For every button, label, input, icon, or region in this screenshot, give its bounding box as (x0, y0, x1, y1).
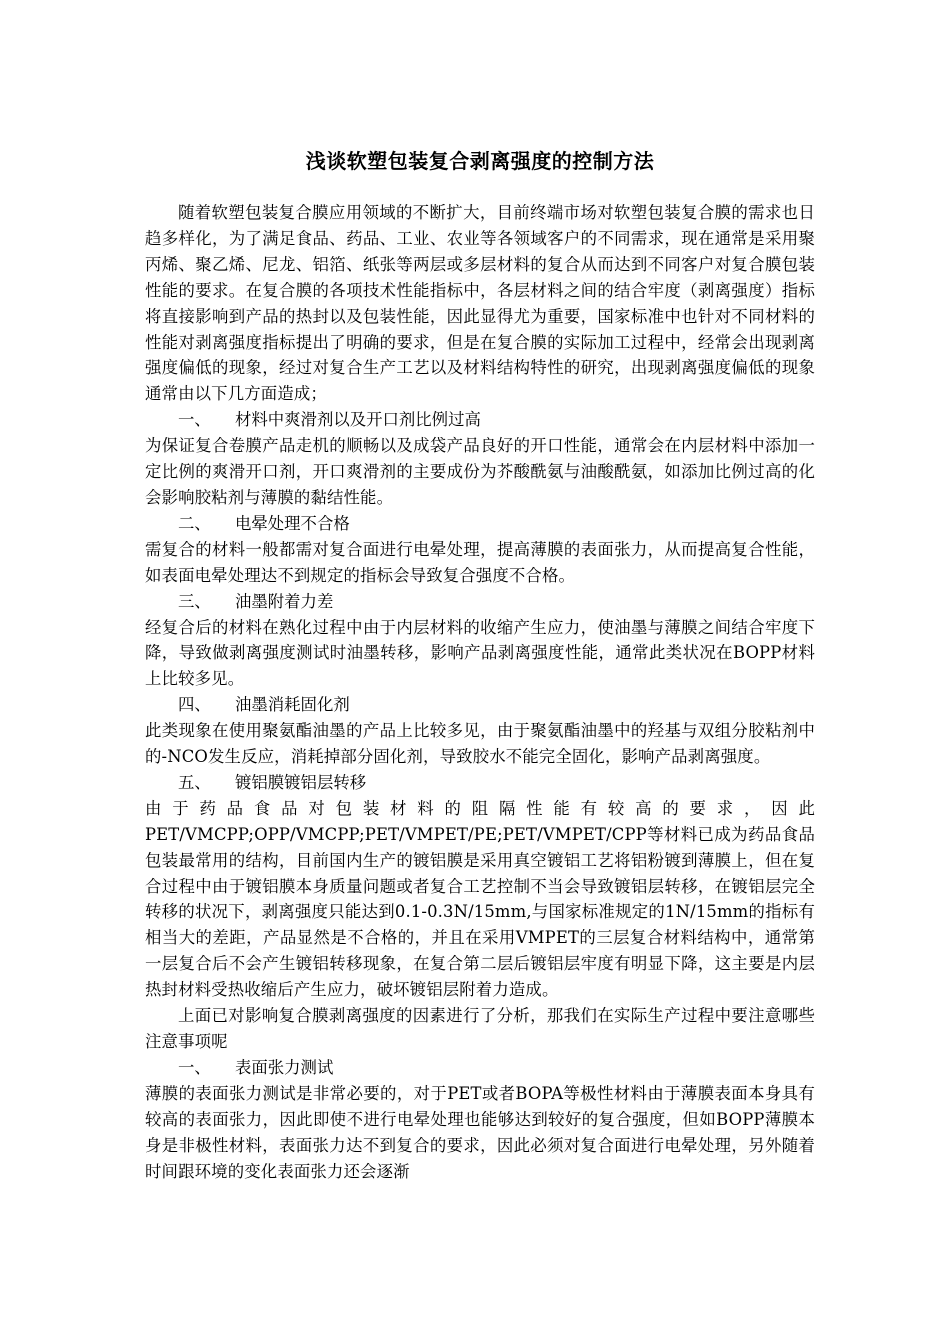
cause-heading-text: 油墨附着力差 (235, 591, 334, 611)
cause-paragraph: 为保证复合卷膜产品走机的顺畅以及成袋产品良好的开口性能，通常会在内层材料中添加一定比例的爽滑开口剂，开口爽滑剂的主要成份为芥酸酰氨与油酸酰氨，如添加比例过高的化会影响胶粘剂与薄膜的黏结性能。 (145, 436, 815, 507)
intro-paragraph: 随着软塑包装复合膜应用领域的不断扩大，目前终端市场对软塑包装复合膜的需求也日趋多样化，为了满足食品、药品、工业、农业等各领域客户的不同需求，现在通常是采用聚丙烯、聚乙烯、尼龙、铝箔、纸张等两层或多层材料的复合从而达到不同客户对复合膜包装性能的要求。在复合膜的各项技术性能指标中，各层材料之间的结合牢度（剥离强度）指标将直接影响到产品的热封以及包装性能，因此显得尤为重要，国家标准中也针对不同材料的性能对剥离强度指标提出了明确的要求，但是在复合膜的实际加工过程中，经常会出现剥离强度偏低的现象，经过对复合生产工艺以及材料结构特性的研究，出现剥离强度偏低的现象通常由以下几方面造成； (145, 203, 815, 404)
measure-number: 一、 (178, 1057, 211, 1077)
cause-heading (145, 692, 815, 718)
cause-number: 五、 (178, 772, 211, 792)
cause-paragraph: 此类现象在使用聚氨酯油墨的产品上比较多见，由于聚氨酯油墨中的羟基与双组分胶粘剂中的-NCO发生反应，消耗掉部分固化剂，导致胶水不能完全固化，影响产品剥离强度。 (145, 721, 815, 767)
cause-heading (145, 511, 815, 537)
measure-paragraph: 薄膜的表面张力测试是非常必要的，对于PET或者BOPA等极性材料由于薄膜表面本身具有较高的表面张力，因此即使不进行电晕处理也能够达到较好的复合强度，但如BOPP薄膜本身是非极性材料，表面张力达不到复合的要求，因此必须对复合面进行电晕处理，另外随着时间跟环境的变化表面张力还会逐渐 (145, 1083, 815, 1181)
cause-paragraph: 由于药品食品对包装材料的阻隔性能有较高的要求，因此PET/VMCPP;OPP/VMCPP;PET/VMPET/PE;PET/VMPET/CPP等材料已成为药品食品包装最常用的结构，目前国内生产的镀铝膜是采用真空镀铝工艺将铝粉镀到薄膜上，但在复合过程中由于镀铝膜本身质量问题或者复合工艺控制不当会导致镀铝层转移，在镀铝层完全转移的状况下，剥离强度只能达到0.1-0.3N/15mm,与国家标准规定的1N/15mm的指标有相当大的差距，产品显然是不合格的，并且在采用VMPET的三层复合材料结构中，通常第一层复合后不会产生镀铝转移现象，在复合第二层后镀铝层牢度有明显下降，这主要是内层热封材料受热收缩后产生应力，破坏镀铝层附着力造成。 (145, 798, 815, 1000)
measure-heading-text: 表面张力测试 (235, 1057, 334, 1077)
cause-paragraph: 经复合后的材料在熟化过程中由于内层材料的收缩产生应力，使油墨与薄膜之间结合牢度下降，导致做剥离强度测试时油墨转移，影响产品剥离强度性能，通常此类状况在BOPP材料上比较多见。 (145, 617, 815, 689)
cause-number: 二、 (178, 513, 211, 533)
document-body (145, 146, 815, 1184)
cause-heading (145, 770, 815, 796)
measure-heading (145, 1055, 815, 1081)
cause-number: 三、 (178, 591, 211, 611)
cause-paragraph: 需复合的材料一般都需对复合面进行电晕处理，提高薄膜的表面张力，从而提高复合性能，如表面电晕处理达不到规定的指标会导致复合强度不合格。 (145, 539, 815, 585)
cause-heading-text: 镀铝膜镀铝层转移 (235, 772, 367, 792)
cause-number: 一、 (178, 410, 211, 430)
cause-heading-text: 油墨消耗固化剂 (235, 695, 350, 715)
cause-heading (145, 589, 815, 615)
cause-heading-text: 材料中爽滑剂以及开口剂比例过高 (235, 410, 481, 430)
transition-paragraph: 上面已对影响复合膜剥离强度的因素进行了分析，那我们在实际生产过程中要注意哪些注意事项呢 (145, 1006, 815, 1051)
document-title: 浅谈软塑包装复合剥离强度的控制方法 (305, 149, 655, 173)
cause-number: 四、 (178, 695, 211, 715)
cause-heading-text: 电晕处理不合格 (235, 513, 350, 533)
cause-heading (145, 407, 815, 433)
